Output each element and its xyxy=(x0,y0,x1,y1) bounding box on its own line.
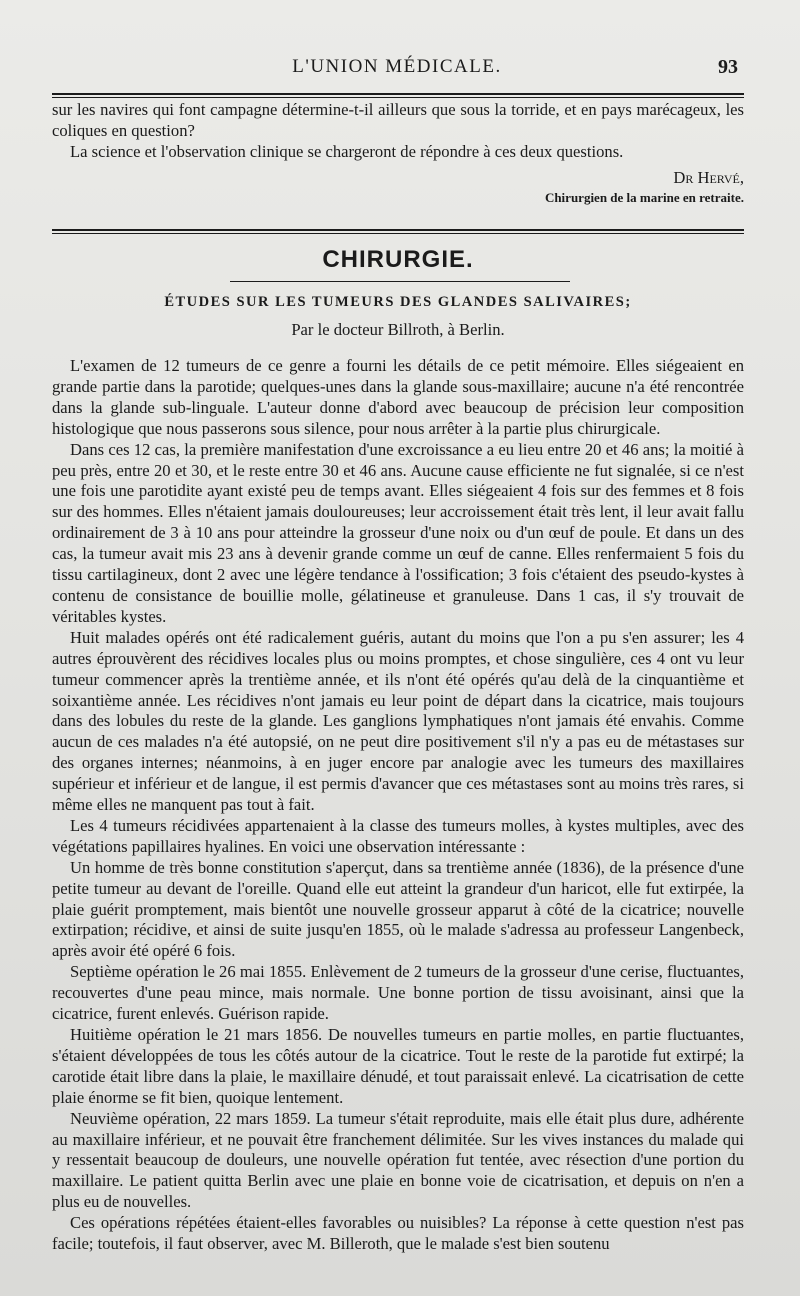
article-paragraph: Ces opérations répétées étaient-elles favorables ou nuisibles? La réponse à cette question n'est pas facile; toutefois, il faut observer, avec M. Billeroth, que le malade s'est bien soutenu xyxy=(52,1213,744,1254)
article-paragraph: Un homme de très bonne constitution s'aperçut, dans sa trentième année (1836), de la présence d'une petite tumeur au devant de l'oreille. Quand elle eut atteint la grandeur d'un haricot, elle fut extirpée, la plaie guérit promptement, mais bientôt une nouvelle grosseur apparut à côté de la cicatrice; nouvelle extirpation; récidive, et ainsi de suite jusqu'en 1855, où le malade s'adressa au professeur Langenbeck, après avoir été opéré 6 fois. xyxy=(52,857,744,961)
header-rule-thin xyxy=(52,97,744,98)
article-paragraph: Les 4 tumeurs récidivées appartenaient à la classe des tumeurs molles, à kystes multiples, avec des végétations papillaires hyalines. En voici une observation intéressante : xyxy=(52,815,744,856)
section-rule xyxy=(52,229,744,231)
page-header xyxy=(52,56,742,80)
article-paragraph: Huit malades opérés ont été radicalement guéris, autant du moins que l'on a pu s'en assurer; les 4 autres éprouvèrent des récidives locales plus ou moins promptes, et chose singulière, ces 4 ont vu leur tumeur commencer après la trentième année, et ils n'ont été opérés qu'au delà de la cinquantième et soixantième année. Les récidives n'ont jamais eu leur point de départ dans la cicatrice, mais toujours dans des lobules du reste de la glande. Les ganglions lymphatiques n'ont jamais été envahis. Comme aucun de ces malades n'a été autopsié, on ne peut dire positivement s'il n'y a pas eu de métastases sur des organes internes; néanmoins, à en juger encore par analogie avec les tumeurs des maxillaires supérieur et inférieur et de langue, il est permis d'avancer que ces métastases sont au moins très rares, si même elles ne manquent pas tout à fait. xyxy=(52,627,744,815)
header-rule xyxy=(52,93,744,95)
article-paragraph: Dans ces 12 cas, la première manifestation d'une excroissance a eu lieu entre 20 et 46 ans; la moitié à peu près, entre 20 et 30, et le reste entre 30 et 46 ans. Aucune cause efficiente ne fut signalée, si ce n'est une fois une parotidite ayant existé peu de temps avant. Elles siégeaient 4 fois sur des femmes et 8 fois sur des hommes. Elles n'étaient jamais douloureuses; leur accroissement était très lent, il leur avait fallu ordinairement de 3 à 10 ans pour atteindre la grosseur d'une noix ou d'un œuf de poule. Et dans un des cas, la tumeur avait mis 23 ans à devenir grande comme un œuf de canne. Elles renfermaient 5 fois du tissu cartilagineux, dont 2 avec une légère tendance à l'ossification; 3 fois c'étaient des pseudo-kystes à contenu de consistance de bouillie molle, gélatineuse et granuleuse. Dans 1 cas, il s'y trouvait de véritables kystes. xyxy=(52,439,744,626)
signature-name: Dr Hervé, xyxy=(673,168,744,187)
section-rule-thin xyxy=(52,233,744,234)
signature-block xyxy=(545,168,744,208)
intro-paragraph: La science et l'observation clinique se chargeront de répondre à ces deux questions. xyxy=(70,141,624,161)
article-paragraph: L'examen de 12 tumeurs de ce genre a fourni les détails de ce petit mémoire. Elles siégeaient en grande partie dans la parotide; quelques-unes dans la glande sous-maxillaire; aucune n'a été rencontrée dans la glande sub-linguale. L'auteur donne d'abord avec beaucoup de précision leur composition histologique que nous passerons sous silence, pour nous arrêter à la partie plus chirurgicale. xyxy=(52,356,744,438)
section-underline xyxy=(230,281,570,282)
running-title: L'UNION MÉDICALE. xyxy=(292,56,502,77)
intro-text xyxy=(52,100,744,163)
article-body xyxy=(52,356,744,1255)
article-paragraph: Neuvième opération, 22 mars 1859. La tumeur s'était reproduite, mais elle était plus dure, adhérente au maxillaire inférieur, et ne pouvait être franchement délimitée. Sur les vives instances du malade qui y ressentait beaucoup de douleurs, une nouvelle opération fut tentée, avec résection d'une portion du maxillaire. Le patient quitta Berlin avec une plaie en bonne voie de cicatrisation, et depuis on n'en a plus eu de nouvelles. xyxy=(52,1108,744,1212)
article-byline: Par le docteur Billroth, à Berlin. xyxy=(291,320,505,339)
signature-title: Chirurgien de la marine en retraite. xyxy=(544,190,744,205)
intro-paragraph: sur les navires qui font campagne détermine-t-il ailleurs que sous la torride, et en pays marécageux, les coliques en question? xyxy=(52,100,744,140)
article-paragraph: Huitième opération le 21 mars 1856. De nouvelles tumeurs en partie molles, en partie fluctuantes, s'étaient développées de tous les côtés autour de la cicatrice. Tout le reste de la parotide fut extirpé; la carotide était libre dans la plaie, le maxillaire dénudé, et tout paraissait enlevé. La cicatrisation de cette plaie énorme se fit bien, quoique lentement. xyxy=(52,1025,744,1107)
page-number: 93 xyxy=(718,56,738,78)
article-paragraph: Septième opération le 26 mai 1855. Enlèvement de 2 tumeurs de la grosseur d'une cerise, fluctuantes, recouvertes d'une peau mince, mais normale. Une bonne portion de tissu avoisinant, ainsi que la cicatrice, furent enlevés. Guérison rapide. xyxy=(52,962,744,1024)
article-title: ÉTUDES SUR LES TUMEURS DES GLANDES SALIVAIRES; xyxy=(164,294,632,310)
section-title: CHIRURGIE. xyxy=(322,246,474,273)
